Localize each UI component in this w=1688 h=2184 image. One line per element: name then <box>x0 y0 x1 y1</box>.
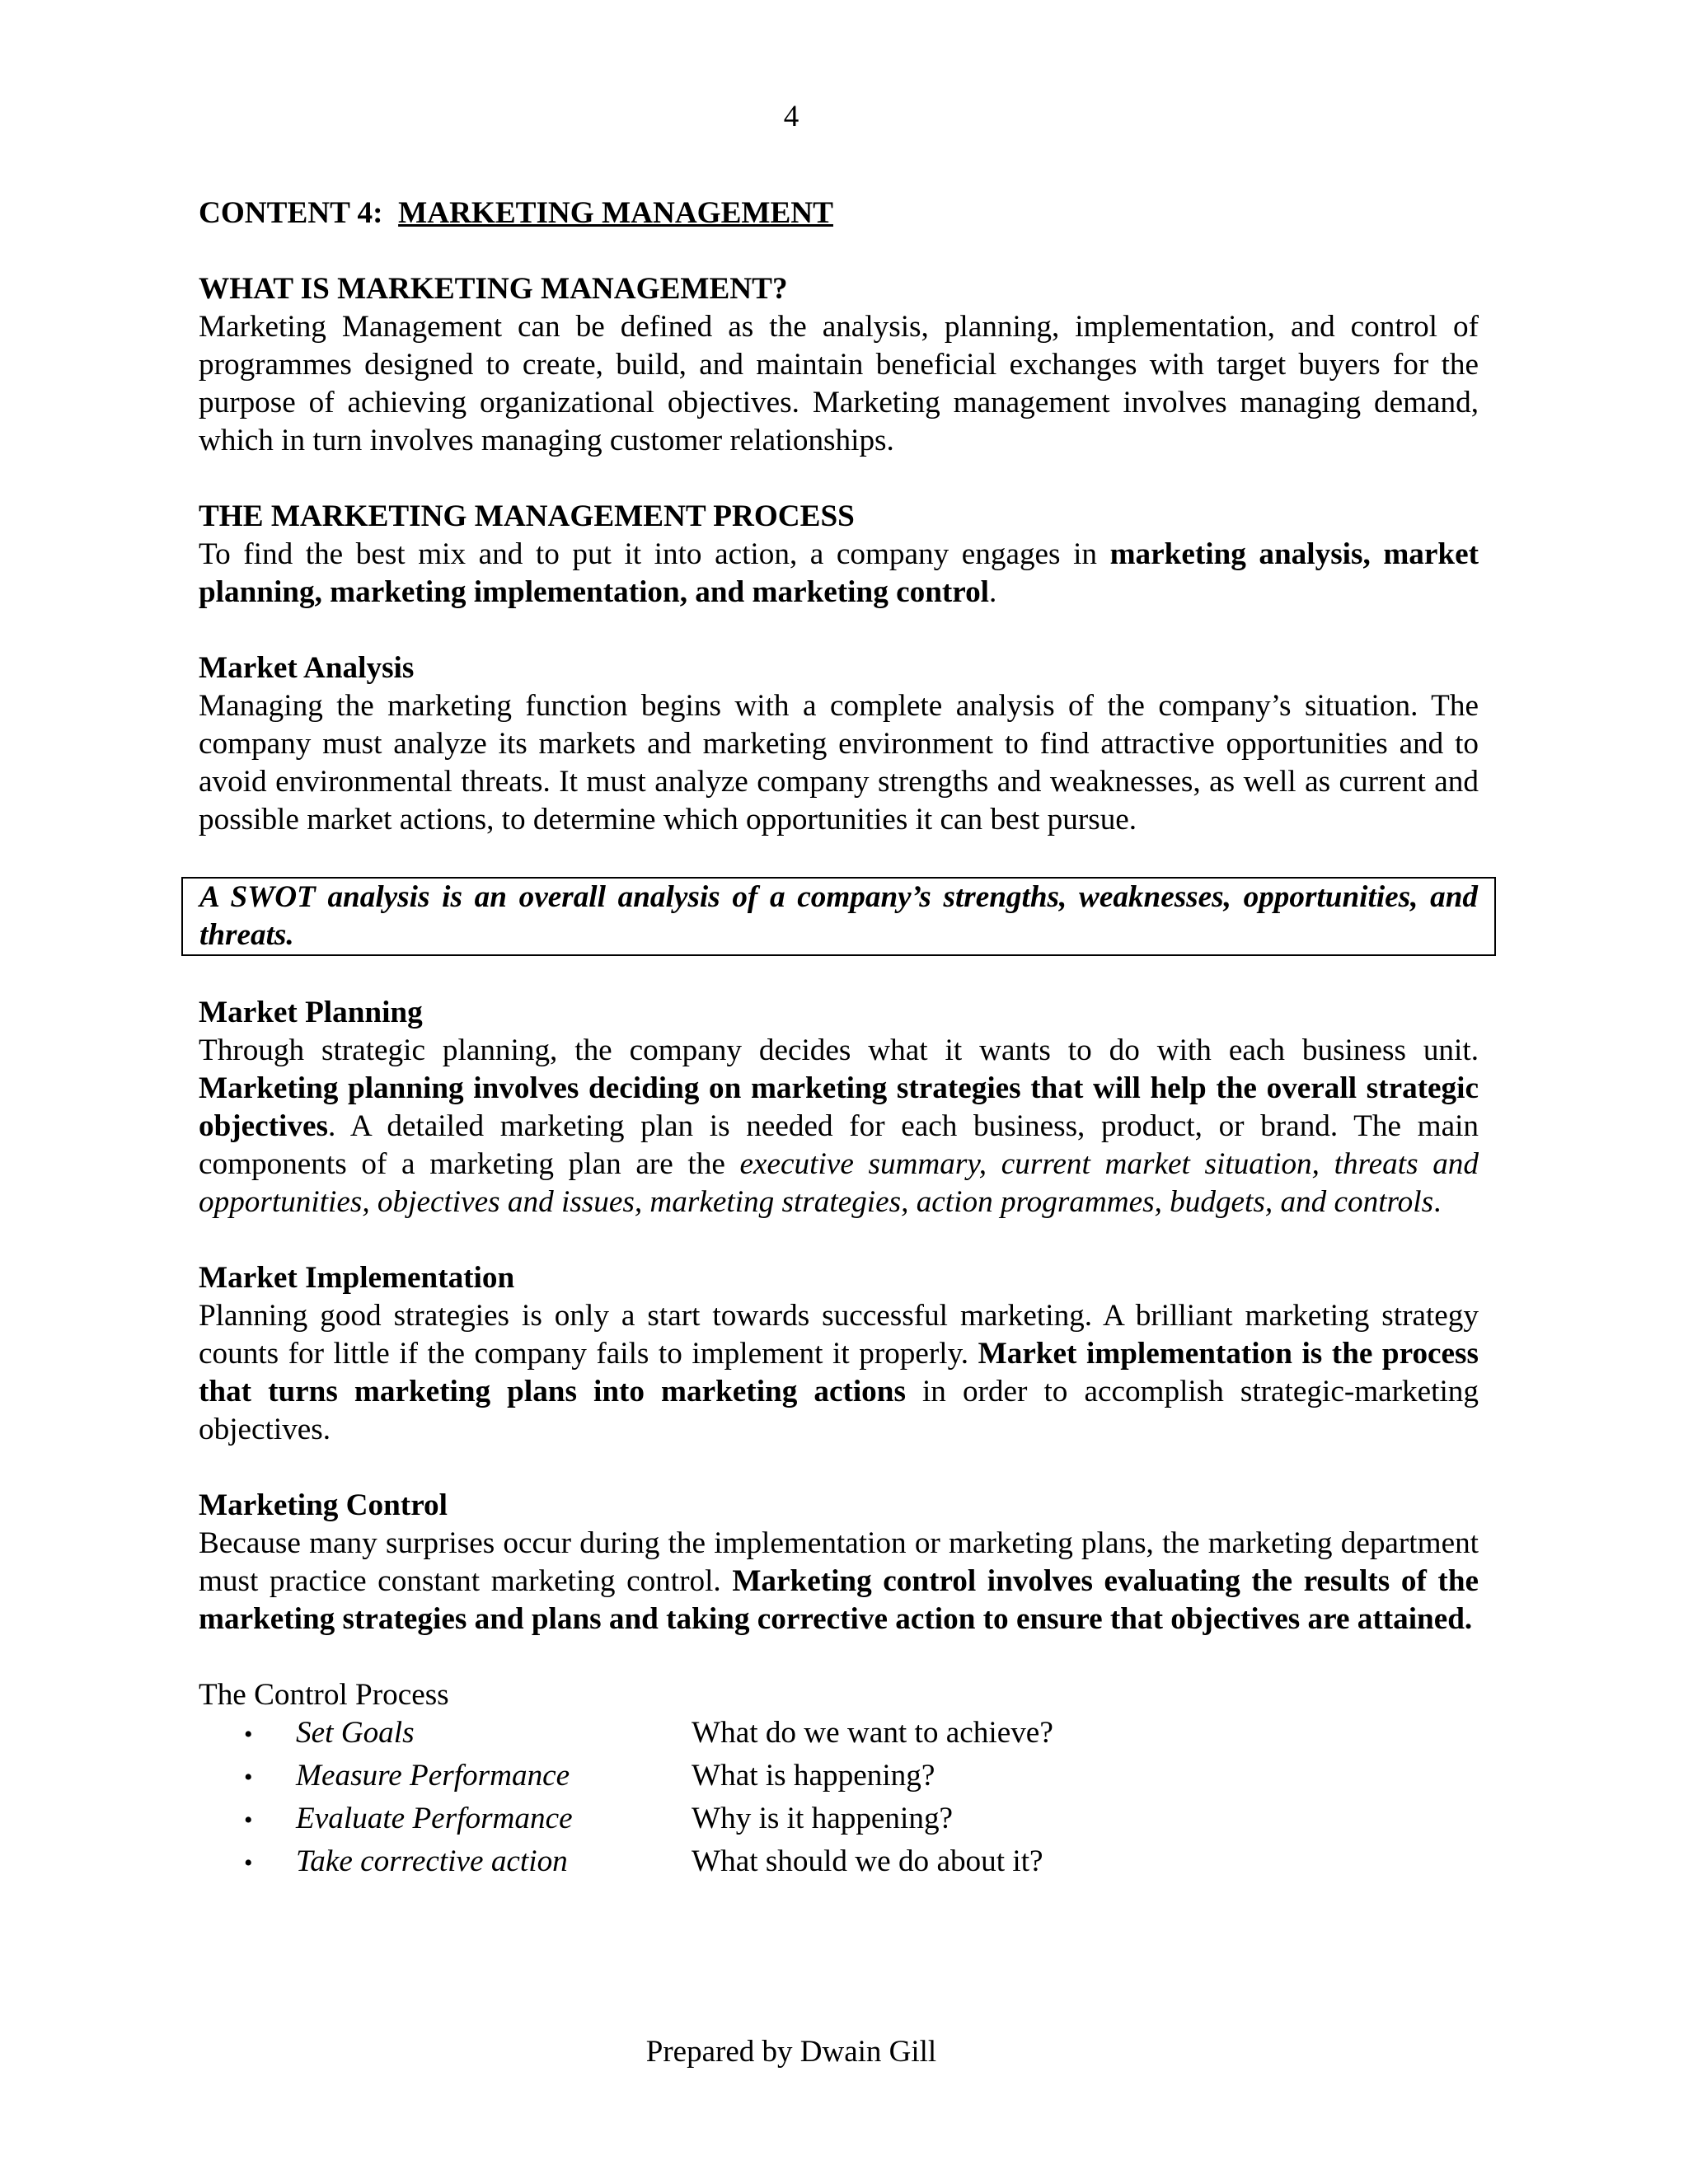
what-is-paragraph: Marketing Management can be defined as the analysis, planning, implementation, and control of programmes designed to create, build, and maintain beneficial exchanges with target buyers for the purpose of achieving organizational objectives. Marketing management involves managing demand, which in turn involves managing customer relationships. <box>199 310 1479 457</box>
step-question: What should we do about it? <box>692 1844 1043 1878</box>
page-number: 4 <box>783 100 799 134</box>
process-bold-text: marketing analysis, market planning, marketing implementation, and marketing control <box>199 537 1479 609</box>
market-planning-text-end: . <box>1433 1185 1442 1219</box>
market-planning-text-2: . A detailed marketing plan is needed for each business, product, or brand. The main components of a marketing plan are the <box>199 1109 1479 1181</box>
spacer <box>199 460 1479 498</box>
step-name: Set Goals <box>296 1716 415 1750</box>
market-implementation-text-end: in order to accomplish strategic-marketing objectives. <box>199 1375 1479 1446</box>
swot-definition-box: A SWOT analysis is an overall analysis of a company’s strengths, weaknesses, opportunities, and threats. <box>181 877 1496 956</box>
list-item <box>199 1714 1479 1757</box>
spacer <box>199 1221 1479 1259</box>
market-analysis-heading: Market Analysis <box>199 651 415 685</box>
market-planning-bold-text: Marketing planning involves deciding on marketing strategies that will help the overall strategic objectives <box>199 1071 1479 1143</box>
market-planning-heading: Market Planning <box>199 996 423 1029</box>
list-item <box>199 1843 1479 1886</box>
spacer <box>199 232 1479 270</box>
market-planning-italic-text: executive summary, current market situation, threats and opportunities, objectives and issues, marketing strategies, action programmes, budgets, and controls <box>199 1147 1479 1219</box>
marketing-control-heading: Marketing Control <box>199 1488 448 1522</box>
market-implementation-heading: Market Implementation <box>199 1261 515 1295</box>
market-implementation-text: Planning good strategies is only a start towards successful marketing. A brilliant marketing strategy counts for little if the company fails to implement it properly. <box>199 1299 1479 1371</box>
content-title: MARKETING MANAGEMENT <box>398 196 833 230</box>
process-text-end: . <box>989 575 997 609</box>
spacer <box>199 839 1479 877</box>
market-planning-text: Through strategic planning, the company decides what it wants to do with each business unit. <box>199 1033 1479 1067</box>
what-is-heading: WHAT IS MARKETING MANAGEMENT? <box>199 272 788 306</box>
spacer <box>199 612 1479 649</box>
bullet-icon: • <box>244 1849 253 1877</box>
process-text: To find the best mix and to put it into action, a company engages in <box>199 537 1110 571</box>
market-analysis-paragraph: Managing the marketing function begins with a complete analysis of the company’s situation. The company must analyze its markets and marketing environment to find attractive opportunities and to avoid environmental threats. It must analyze company strengths and weaknesses, as well as current and possible market actions, to determine which opportunities it can best pursue. <box>199 689 1479 837</box>
marketing-control-paragraph <box>199 1525 1479 1638</box>
market-planning-paragraph <box>199 1032 1479 1221</box>
spacer <box>199 1638 1479 1676</box>
spacer <box>199 956 1479 994</box>
step-name: Evaluate Performance <box>296 1802 573 1835</box>
step-question: What is happening? <box>692 1759 935 1793</box>
marketing-control-text: Because many surprises occur during the implementation or marketing plans, the marketing department must practice constant marketing control. <box>199 1526 1479 1598</box>
market-implementation-paragraph <box>199 1297 1479 1449</box>
step-question: Why is it happening? <box>692 1802 954 1835</box>
process-paragraph <box>199 536 1479 612</box>
control-process-list <box>199 1714 1479 1886</box>
content-prefix: CONTENT 4: <box>199 196 383 230</box>
list-item <box>199 1800 1479 1843</box>
bullet-icon: • <box>244 1721 253 1748</box>
page-footer: Prepared by Dwain Gill <box>645 2035 937 2069</box>
content-heading <box>199 194 1479 232</box>
step-name: Measure Performance <box>296 1759 570 1793</box>
process-heading: THE MARKETING MANAGEMENT PROCESS <box>199 499 855 533</box>
market-implementation-bold-text: Market implementation is the process that turns marketing plans into marketing actions <box>199 1337 1479 1408</box>
marketing-control-bold-text: Marketing control involves evaluating the results of the marketing strategies and plans and taking corrective action to ensure that objectives are attained. <box>199 1564 1479 1636</box>
step-question: What do we want to achieve? <box>692 1716 1053 1750</box>
spacer <box>199 1449 1479 1487</box>
bullet-icon: • <box>244 1807 253 1834</box>
bullet-icon: • <box>244 1764 253 1791</box>
list-item <box>199 1757 1479 1800</box>
step-name: Take corrective action <box>296 1844 568 1878</box>
document-body <box>199 194 1479 1886</box>
control-process-title: The Control Process <box>199 1678 449 1712</box>
